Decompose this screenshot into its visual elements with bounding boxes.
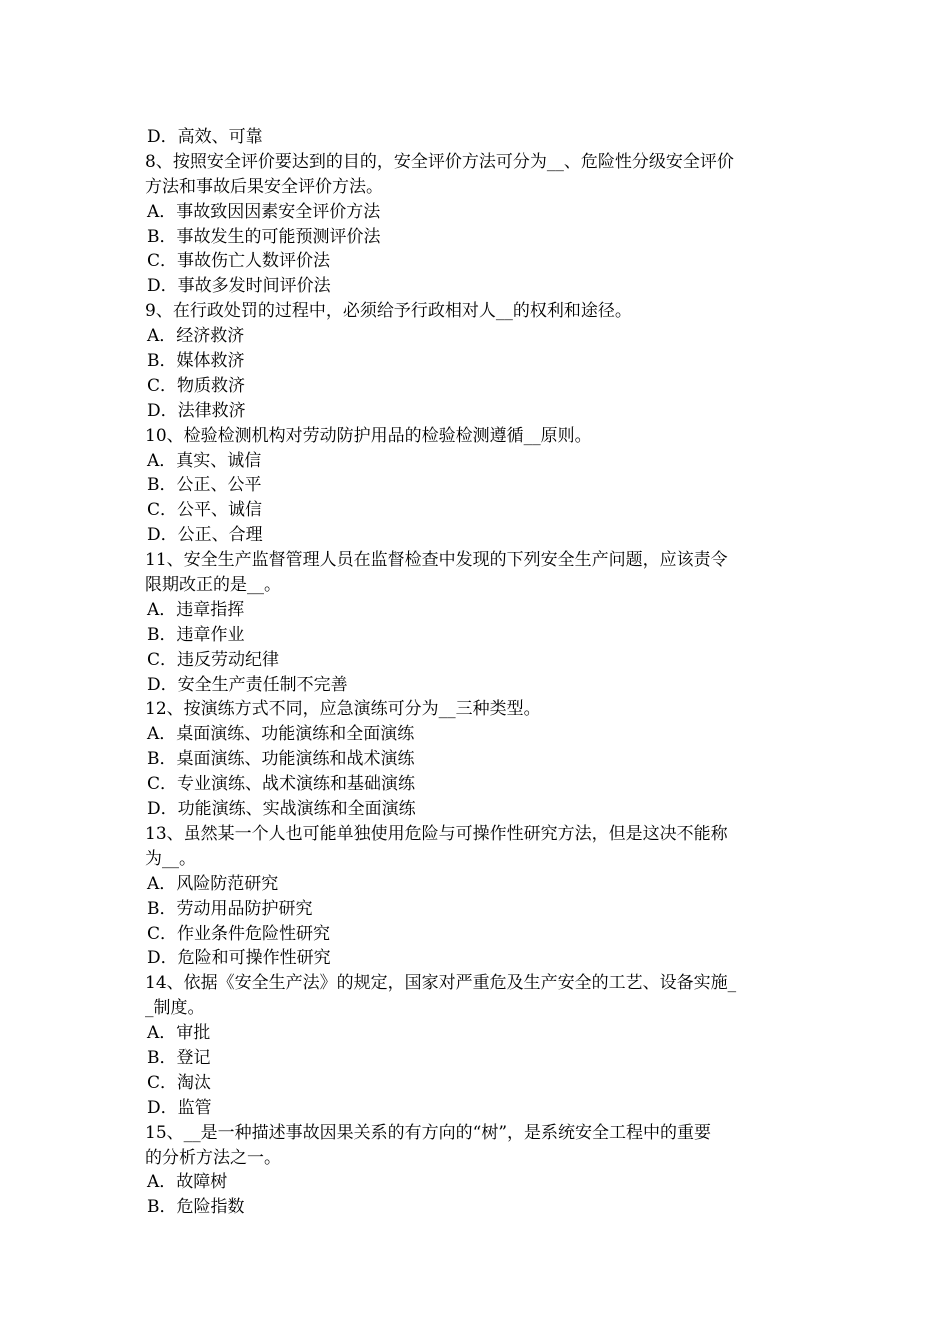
answer-option: B．媒体救济 bbox=[147, 351, 245, 372]
answer-option: B．公正、公平 bbox=[147, 475, 262, 496]
answer-option: A．故障树 bbox=[147, 1172, 228, 1193]
question-text: 12、按演练方式不同，应急演练可分为__三种类型。 bbox=[145, 699, 541, 720]
answer-option: B．劳动用品防护研究 bbox=[147, 898, 313, 919]
answer-option: C．事故伤亡人数评价法 bbox=[147, 251, 331, 272]
question-text: 8、按照安全评价要达到的目的，安全评价方法可分为__、危险性分级安全评价 bbox=[145, 151, 734, 172]
answer-option: D．功能演练、实战演练和全面演练 bbox=[147, 799, 416, 820]
question-text: 15、__是一种描述事故因果关系的有方向的“树”，是系统安全工程中的重要 bbox=[145, 1122, 712, 1143]
question-text: 为__。 bbox=[145, 848, 196, 869]
answer-option: A．审批 bbox=[147, 1023, 211, 1044]
answer-option: A．真实、诚信 bbox=[147, 450, 262, 471]
answer-option: B．违章作业 bbox=[147, 624, 245, 645]
question-text: _制度。 bbox=[145, 998, 205, 1019]
answer-option: D．危险和可操作性研究 bbox=[147, 948, 331, 969]
question-text: 9、在行政处罚的过程中，必须给予行政相对人__的权利和途径。 bbox=[145, 301, 632, 322]
answer-option: C．作业条件危险性研究 bbox=[147, 923, 331, 944]
answer-option: A．经济救济 bbox=[147, 326, 245, 347]
answer-option: D．公正、合理 bbox=[147, 525, 263, 546]
question-text: 的分析方法之一。 bbox=[145, 1147, 281, 1168]
question-text: 限期改正的是__。 bbox=[145, 575, 281, 596]
answer-option: B．危险指数 bbox=[147, 1197, 245, 1218]
answer-option: C．专业演练、战术演练和基础演练 bbox=[147, 774, 416, 795]
question-text: 13、虽然某一个人也可能单独使用危险与可操作性研究方法，但是这决不能称 bbox=[145, 823, 728, 844]
answer-option: C．公平、诚信 bbox=[147, 500, 263, 521]
answer-option: A．违章指挥 bbox=[147, 599, 245, 620]
answer-option: A．风险防范研究 bbox=[147, 873, 279, 894]
answer-option: D．事故多发时间评价法 bbox=[147, 276, 331, 297]
answer-option: C．淘汰 bbox=[147, 1072, 212, 1093]
answer-option: D．法律救济 bbox=[147, 400, 246, 421]
answer-option: C．违反劳动纪律 bbox=[147, 649, 280, 670]
answer-option: D．监管 bbox=[147, 1097, 212, 1118]
answer-option: B．事故发生的可能预测评价法 bbox=[147, 226, 381, 247]
answer-option: B．登记 bbox=[147, 1047, 211, 1068]
answer-option: D．高效、可靠 bbox=[147, 127, 263, 147]
answer-option: A．事故致因因素安全评价方法 bbox=[147, 201, 381, 222]
question-text: 10、检验检测机构对劳动防护用品的检验检测遵循__原则。 bbox=[145, 425, 592, 446]
answer-option: A．桌面演练、功能演练和全面演练 bbox=[147, 724, 415, 745]
document-body bbox=[145, 125, 810, 1220]
question-text: 方法和事故后果安全评价方法。 bbox=[145, 176, 383, 197]
answer-option: B．桌面演练、功能演练和战术演练 bbox=[147, 749, 415, 770]
answer-option: C．物质救济 bbox=[147, 375, 246, 396]
question-text: 14、依据《安全生产法》的规定，国家对严重危及生产安全的工艺、设备实施_ bbox=[145, 973, 737, 994]
question-text: 11、安全生产监督管理人员在监督检查中发现的下列安全生产问题，应该责令 bbox=[145, 550, 728, 571]
answer-option: D．安全生产责任制不完善 bbox=[147, 674, 348, 695]
